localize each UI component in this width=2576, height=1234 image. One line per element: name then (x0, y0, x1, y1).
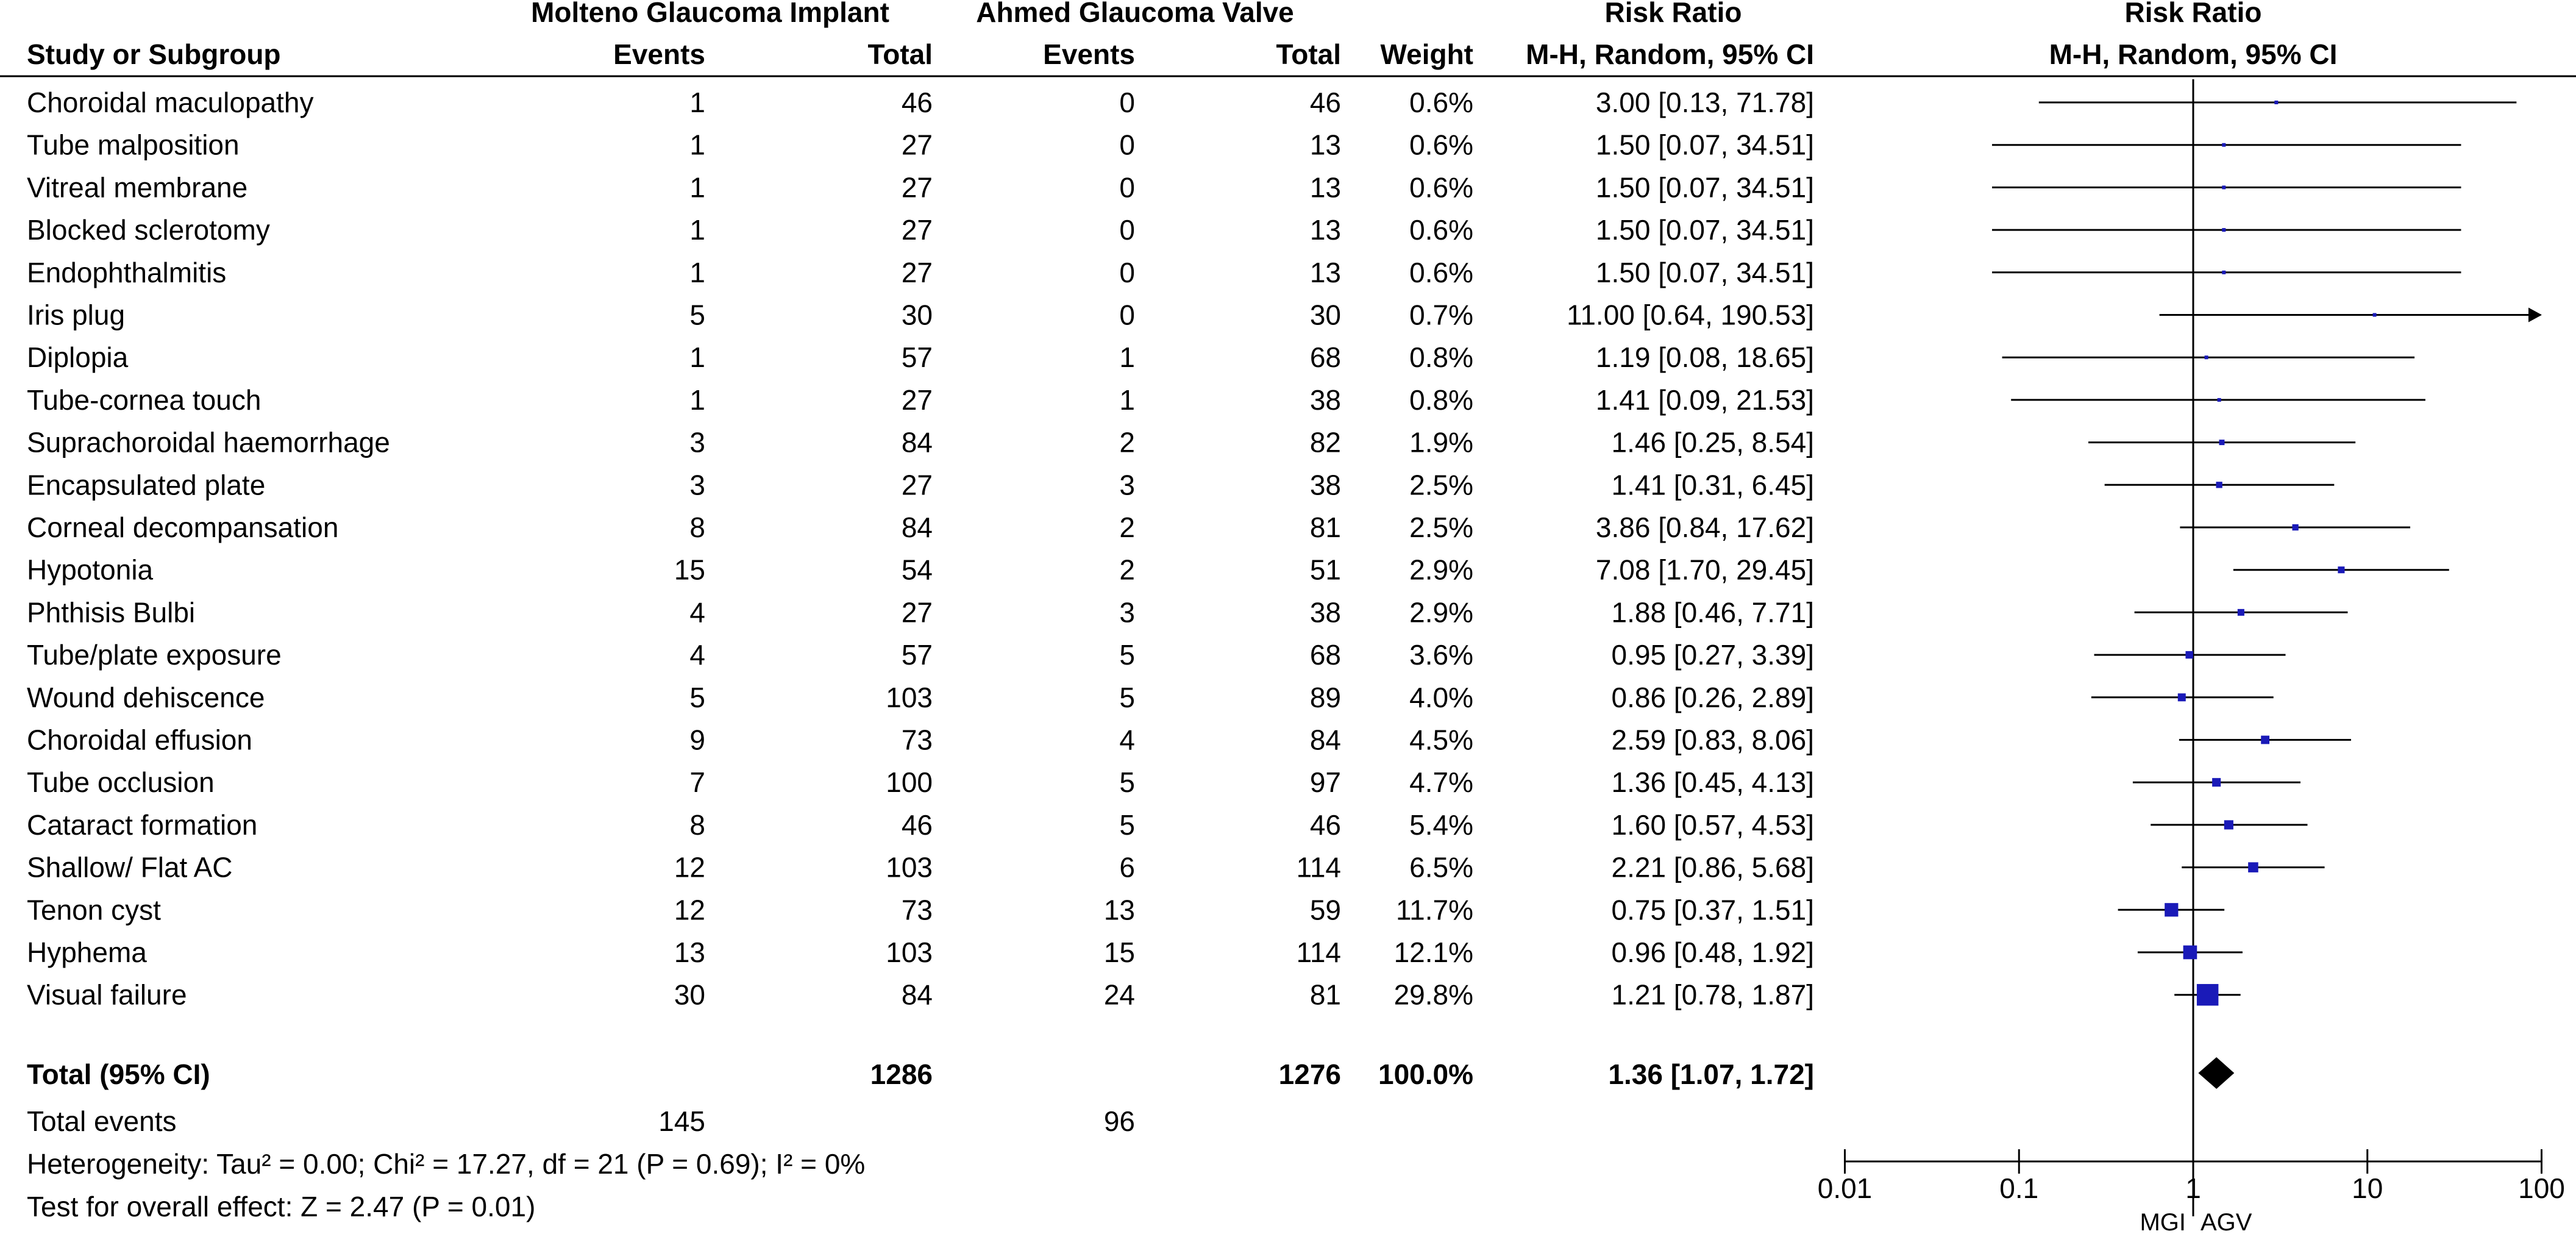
events1-cell: 4 (689, 639, 705, 671)
study-name: Choroidal maculopathy (27, 87, 314, 118)
events2-cell: 0 (1119, 87, 1135, 118)
weight-cell: 4.7% (1409, 766, 1473, 799)
weight-cell: 0.6% (1409, 256, 1473, 288)
point-estimate-marker (2222, 143, 2226, 147)
ci-arrow (2528, 308, 2542, 323)
method-header: M-H, Random, 95% CI (1526, 38, 1814, 70)
risk-ratio-header: Risk Ratio (1604, 0, 1742, 28)
point-estimate-marker (2205, 355, 2208, 359)
weight-cell: 0.8% (1409, 341, 1473, 374)
study-name: Corneal decompansation (27, 512, 339, 543)
table-row (27, 257, 1814, 288)
weight-cell: 2.9% (1409, 596, 1473, 629)
total1-cell: 54 (901, 554, 933, 586)
study-name: Blocked sclerotomy (27, 214, 270, 246)
point-estimate-marker (2165, 903, 2178, 916)
events1-cell: 3 (689, 426, 705, 458)
risk-ratio-cell: 1.50 [0.07, 34.51] (1595, 129, 1814, 161)
total1-cell: 103 (886, 681, 933, 713)
risk-ratio-cell: 0.95 [0.27, 3.39] (1611, 639, 1814, 671)
weight-cell: 2.5% (1409, 512, 1473, 543)
point-estimate-marker (2212, 778, 2221, 786)
events2-cell: 0 (1119, 214, 1135, 246)
study-name: Hyphema (27, 936, 147, 968)
weight-cell: 0.6% (1409, 87, 1473, 118)
total1-cell: 84 (901, 979, 933, 1011)
total2-cell: 13 (1309, 256, 1341, 288)
risk-ratio-cell: 2.21 [0.86, 5.68] (1611, 851, 1814, 883)
table-row (27, 809, 1814, 841)
point-estimate-marker (2178, 693, 2186, 701)
total1-cell: 100 (886, 766, 933, 799)
risk-ratio-cell: 7.08 [1.70, 29.45] (1595, 554, 1814, 586)
weight-cell: 11.7% (1395, 894, 1473, 926)
weight-cell: 4.0% (1409, 681, 1473, 713)
total1-cell: 73 (901, 724, 933, 756)
events1-cell: 12 (674, 851, 705, 883)
events1-cell: 1 (689, 256, 705, 288)
total2-cell: 38 (1309, 469, 1341, 501)
events2-cell: 2 (1119, 426, 1135, 458)
table-row (27, 214, 1814, 246)
total2-cell: 89 (1309, 681, 1341, 713)
x-tick-label: 100 (2518, 1172, 2565, 1204)
pooled-estimate-diamond (2198, 1057, 2234, 1089)
x-tick-label: 10 (2352, 1172, 2383, 1204)
risk-ratio-cell: 1.36 [0.45, 4.13] (1611, 766, 1814, 799)
total1-header: Total (867, 38, 933, 70)
weight-cell: 12.1% (1393, 936, 1473, 968)
table-row (27, 766, 1814, 798)
events1-cell: 12 (674, 894, 705, 926)
study-name: Cataract formation (27, 808, 258, 841)
plot-area (1818, 79, 2565, 1234)
study-name: Tube occlusion (27, 766, 215, 799)
events1-cell: 1 (689, 87, 705, 118)
point-estimate-marker (2197, 984, 2218, 1005)
study-name: Visual failure (27, 979, 187, 1011)
total2-cell: 114 (1296, 851, 1341, 883)
total2-cell: 51 (1309, 554, 1341, 586)
events1-cell: 15 (674, 554, 705, 586)
risk-ratio-cell: 1.50 [0.07, 34.51] (1595, 214, 1814, 246)
total2-header: Total (1276, 38, 1341, 70)
table-row (27, 87, 1814, 118)
events1-cell: 3 (689, 469, 705, 501)
risk-ratio-cell: 1.50 [0.07, 34.51] (1595, 171, 1814, 204)
table-row (27, 512, 1814, 543)
total-events1: 145 (658, 1105, 705, 1137)
study-name: Tube/plate exposure (27, 639, 282, 671)
events2-cell: 5 (1119, 639, 1135, 671)
total2-cell: 13 (1309, 129, 1341, 161)
table-row (27, 129, 1814, 161)
events2-cell: 2 (1119, 554, 1135, 586)
total1-cell: 30 (901, 299, 933, 331)
point-estimate-marker (2222, 185, 2226, 189)
point-estimate-marker (2219, 440, 2224, 445)
total1-cell: 27 (901, 469, 933, 501)
total2-cell: 13 (1309, 214, 1341, 246)
total1-cell: 84 (901, 512, 933, 543)
total2-cell: 46 (1309, 808, 1341, 841)
table-row (27, 724, 1814, 756)
table-row (27, 682, 1814, 713)
favours-left-label: MGI (2140, 1209, 2186, 1234)
weight-cell: 3.6% (1409, 639, 1473, 671)
total1-cell: 84 (901, 426, 933, 458)
study-rows (27, 87, 1814, 1011)
total1-cell: 103 (886, 936, 933, 968)
table-row (27, 427, 1814, 458)
table-row (27, 979, 1814, 1011)
study-name: Phthisis Bulbi (27, 596, 196, 629)
events2-cell: 0 (1119, 129, 1135, 161)
total2-cell: 81 (1309, 979, 1341, 1011)
study-name: Tenon cyst (27, 894, 161, 926)
x-tick-label: 0.1 (1999, 1172, 2039, 1204)
table-row (27, 299, 1814, 331)
total2-cell: 38 (1309, 383, 1341, 416)
table-row (27, 384, 1814, 416)
total-weight: 100.0% (1378, 1058, 1473, 1090)
events1-cell: 13 (674, 936, 705, 968)
point-estimate-marker (2292, 524, 2298, 530)
total-risk-ratio: 1.36 [1.07, 1.72] (1608, 1058, 1814, 1090)
total1-cell: 57 (901, 341, 933, 374)
study-name: Shallow/ Flat AC (27, 851, 233, 883)
events2-cell: 3 (1119, 469, 1135, 501)
plot-method-header: M-H, Random, 95% CI (2049, 38, 2338, 70)
events2-cell: 4 (1119, 724, 1135, 756)
study-name: Vitreal membrane (27, 171, 248, 204)
study-name: Suprachoroidal haemorrhage (27, 426, 390, 458)
risk-ratio-cell: 11.00 [0.64, 190.53] (1567, 299, 1814, 331)
weight-cell: 0.6% (1409, 129, 1473, 161)
total1-cell: 57 (901, 639, 933, 671)
total2-cell: 68 (1309, 639, 1341, 671)
events1-cell: 1 (689, 341, 705, 374)
events2-header: Events (1043, 38, 1135, 70)
x-tick-label: 0.01 (1817, 1172, 1873, 1204)
total-events-label: Total events (27, 1105, 177, 1137)
table-row (27, 554, 1814, 586)
weight-cell: 4.5% (1409, 724, 1473, 756)
study-name: Tube malposition (27, 129, 240, 161)
point-estimate-marker (2216, 482, 2222, 488)
risk-ratio-cell: 1.88 [0.46, 7.71] (1611, 596, 1814, 629)
total-events2: 96 (1103, 1105, 1135, 1137)
events1-cell: 1 (689, 214, 705, 246)
table-row (27, 596, 1814, 628)
point-estimate-marker (2224, 820, 2233, 829)
total2-cell: 81 (1309, 512, 1341, 543)
weight-cell: 5.4% (1409, 808, 1473, 841)
total1-value: 1286 (870, 1058, 933, 1090)
point-estimate-marker (2183, 946, 2197, 960)
total2-cell: 114 (1296, 936, 1341, 968)
events2-cell: 13 (1103, 894, 1135, 926)
point-estimate-marker (2185, 651, 2193, 658)
total2-cell: 59 (1309, 894, 1341, 926)
risk-ratio-cell: 0.96 [0.48, 1.92] (1611, 936, 1814, 968)
weight-cell: 0.6% (1409, 171, 1473, 204)
events1-cell: 9 (689, 724, 705, 756)
risk-ratio-cell: 1.19 [0.08, 18.65] (1595, 341, 1814, 374)
weight-cell: 0.6% (1409, 214, 1473, 246)
events2-cell: 1 (1119, 383, 1135, 416)
total2-cell: 84 (1309, 724, 1341, 756)
point-estimate-marker (2338, 566, 2344, 573)
total1-cell: 103 (886, 851, 933, 883)
events1-cell: 7 (689, 766, 705, 799)
table-row (27, 852, 1814, 883)
total2-value: 1276 (1278, 1058, 1341, 1090)
study-name: Iris plug (27, 299, 126, 331)
study-name: Wound dehiscence (27, 681, 265, 713)
events1-cell: 1 (689, 129, 705, 161)
total1-cell: 73 (901, 894, 933, 926)
events1-header: Events (613, 38, 705, 70)
events2-cell: 5 (1119, 808, 1135, 841)
table-row (27, 936, 1814, 968)
events2-cell: 6 (1119, 851, 1135, 883)
total2-cell: 46 (1309, 87, 1341, 118)
point-estimate-marker (2274, 101, 2278, 104)
risk-ratio-cell: 1.21 [0.78, 1.87] (1611, 979, 1814, 1011)
study-name: Tube-cornea touch (27, 383, 262, 416)
point-estimate-marker (2238, 609, 2244, 616)
events2-cell: 3 (1119, 596, 1135, 629)
total1-cell: 27 (901, 383, 933, 416)
risk-ratio-cell: 1.46 [0.25, 8.54] (1611, 426, 1814, 458)
events1-cell: 5 (689, 299, 705, 331)
weight-cell: 2.5% (1409, 469, 1473, 501)
favours-right-label: AGV (2201, 1209, 2252, 1234)
risk-ratio-cell: 2.59 [0.83, 8.06] (1611, 724, 1814, 756)
events1-cell: 4 (689, 596, 705, 629)
study-column-header: Study or Subgroup (27, 38, 281, 70)
events1-cell: 1 (689, 171, 705, 204)
events1-cell: 1 (689, 383, 705, 416)
total1-cell: 46 (901, 808, 933, 841)
total1-cell: 27 (901, 214, 933, 246)
risk-ratio-cell: 0.75 [0.37, 1.51] (1611, 894, 1814, 926)
x-tick-label: 1 (2185, 1172, 2201, 1204)
point-estimate-marker (2248, 862, 2258, 872)
events2-cell: 2 (1119, 512, 1135, 543)
risk-ratio-cell: 0.86 [0.26, 2.89] (1611, 681, 1814, 713)
study-name: Diplopia (27, 341, 129, 374)
events2-cell: 5 (1119, 766, 1135, 799)
plot-header: Risk Ratio (2124, 0, 2262, 28)
point-estimate-marker (2218, 398, 2221, 402)
table-row (27, 894, 1814, 926)
weight-header: Weight (1380, 38, 1473, 70)
study-name: Hypotonia (27, 554, 154, 586)
events2-cell: 0 (1119, 256, 1135, 288)
weight-cell: 0.7% (1409, 299, 1473, 331)
events2-cell: 24 (1103, 979, 1135, 1011)
point-estimate-marker (2373, 313, 2377, 317)
risk-ratio-cell: 1.50 [0.07, 34.51] (1595, 256, 1814, 288)
total1-cell: 27 (901, 256, 933, 288)
risk-ratio-cell: 1.60 [0.57, 4.53] (1611, 808, 1814, 841)
table-row (27, 639, 1814, 671)
study-name: Choroidal effusion (27, 724, 252, 756)
heterogeneity-text: Heterogeneity: Tau² = 0.00; Chi² = 17.27, df = 21 (P = 0.69); I² = 0% (27, 1148, 866, 1180)
total2-cell: 38 (1309, 596, 1341, 629)
weight-cell: 29.8% (1393, 979, 1473, 1011)
group1-header: Molteno Glaucoma Implant (531, 0, 889, 28)
table-row (27, 171, 1814, 203)
events2-cell: 0 (1119, 299, 1135, 331)
total-label: Total (95% CI) (27, 1058, 210, 1090)
total2-cell: 97 (1309, 766, 1341, 799)
events2-cell: 5 (1119, 681, 1135, 713)
total1-cell: 27 (901, 596, 933, 629)
events1-cell: 8 (689, 808, 705, 841)
events2-cell: 15 (1103, 936, 1135, 968)
events1-cell: 5 (689, 681, 705, 713)
total2-cell: 68 (1309, 341, 1341, 374)
risk-ratio-cell: 1.41 [0.31, 6.45] (1611, 469, 1814, 501)
point-estimate-marker (2222, 228, 2226, 232)
table-row (27, 341, 1814, 373)
weight-cell: 1.9% (1409, 426, 1473, 458)
events1-cell: 30 (674, 979, 705, 1011)
weight-cell: 2.9% (1409, 554, 1473, 586)
study-name: Endophthalmitis (27, 256, 227, 288)
total2-cell: 13 (1309, 171, 1341, 204)
point-estimate-marker (2222, 271, 2226, 274)
table-row (27, 469, 1814, 501)
events2-cell: 1 (1119, 341, 1135, 374)
risk-ratio-cell: 3.86 [0.84, 17.62] (1595, 512, 1814, 543)
total1-cell: 46 (901, 87, 933, 118)
point-estimate-marker (2261, 736, 2269, 744)
risk-ratio-cell: 3.00 [0.13, 71.78] (1595, 87, 1814, 118)
total2-cell: 82 (1309, 426, 1341, 458)
events1-cell: 8 (689, 512, 705, 543)
events2-cell: 0 (1119, 171, 1135, 204)
weight-cell: 6.5% (1409, 851, 1473, 883)
total1-cell: 27 (901, 129, 933, 161)
overall-effect-text: Test for overall effect: Z = 2.47 (P = 0.01) (27, 1191, 536, 1222)
total2-cell: 30 (1309, 299, 1341, 331)
total1-cell: 27 (901, 171, 933, 204)
weight-cell: 0.8% (1409, 383, 1473, 416)
group2-header: Ahmed Glaucoma Valve (976, 0, 1294, 28)
risk-ratio-cell: 1.41 [0.09, 21.53] (1595, 383, 1814, 416)
study-name: Encapsulated plate (27, 469, 266, 501)
